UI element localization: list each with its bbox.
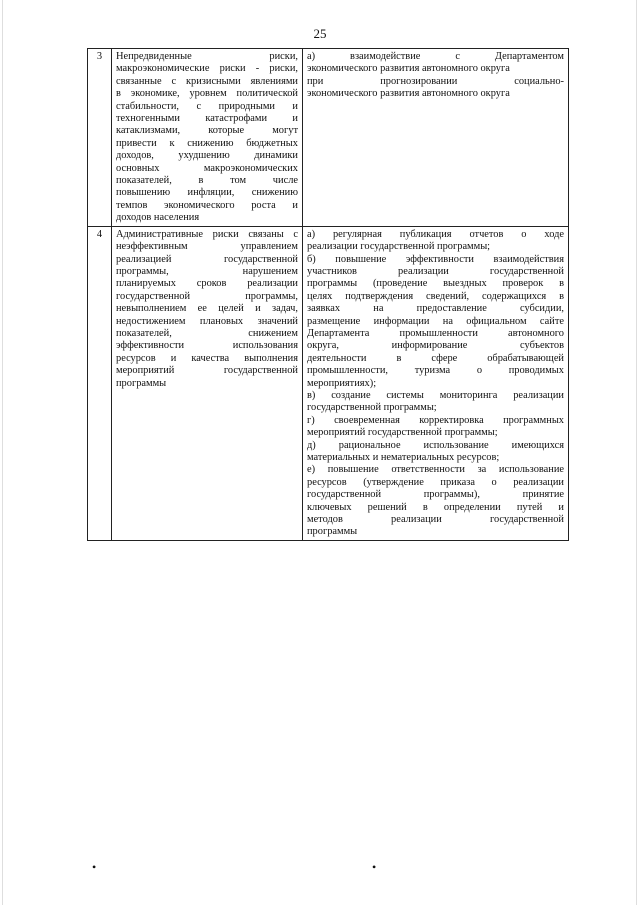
measure-line: округа, информирование субъектов [307,340,564,352]
measure-line: д) рациональное использование имеющихся [307,439,564,451]
measure-line: государственной программы), принятие [307,489,564,501]
measure-line: г) своевременная корректировка программных [307,414,564,426]
risk-line: основных макроэкономических [116,162,298,174]
risk-line: показателей, в том числе [116,175,298,187]
risk-line: Непредвиденные риски, [116,51,298,62]
risk-line: катаклизмами, которые могут [116,125,298,137]
risk-line: повышению инфляции, снижению [116,187,298,199]
measure-line: а) регулярная публикация отчетов о ходе [307,228,564,240]
measure-line: участников реализации государственной [307,265,564,277]
risk-line: показателей, снижением [116,327,298,339]
measure-line: промышленности, туризма о проводимых [307,365,564,377]
measure-line: при прогнозировании социально- [307,75,564,87]
measure-line: заявках на предоставление субсидии, [307,303,564,315]
measure-line: е) повышение ответственности за использование [307,464,564,476]
risk-measures-cell [303,49,569,227]
measure-line: ресурсов (утверждение приказа о реализации [307,476,564,488]
measure-line: мероприятий государственной программы; [307,427,498,439]
risk-line: программы [116,377,167,389]
risk-description-cell [112,226,303,540]
risk-line: неэффективным управлением [116,241,298,253]
risk-table [87,48,569,541]
risk-line: государственной программы, [116,290,298,302]
risk-line: эффективности использования [116,340,298,352]
table-row [88,226,569,540]
risk-line: в экономике, уровнем политической [116,88,298,100]
measure-line: целях подтверждения сведений, содержащихся в [307,290,564,302]
risk-line: макроэкономические риски - риски, [116,63,298,75]
risk-line: техногенными катастрофами и [116,113,298,125]
measure-line: ключевых решений в определении путей и [307,501,564,513]
row-number: 3 [88,49,112,227]
risk-line: темпов экономического роста и [116,199,298,211]
measure-line: а) взаимодействие с Департаментом [307,51,564,62]
risk-line: доходов населения [116,212,200,224]
risk-line: привести к снижению бюджетных [116,137,298,149]
risk-line: невыполнением ее целей и задач, [116,303,298,315]
measure-line: Департамента промышленности автономного [307,327,564,339]
measure-line: экономического развития автономного округа [307,63,510,75]
measure-line: программы [307,526,358,538]
risk-line: программы, нарушением [116,265,298,277]
risk-line: планируемых сроков реализации [116,278,298,290]
measure-line: материальных и нематериальных ресурсов; [307,452,500,463]
scan-edge-right [636,0,637,905]
footer-mark-center: • [372,860,377,874]
measure-line: размещение информации на официальном сайте [307,315,564,327]
risk-line: реализацией государственной [116,253,298,265]
footer-mark-left: • [92,860,97,874]
measure-line: реализации государственной программы; [307,241,491,253]
risk-table-body [88,49,569,541]
risk-measures-cell [303,226,569,540]
measure-line: экономического развития автономного округа [307,88,510,100]
risk-description-cell [112,49,303,227]
row-number: 4 [88,226,112,540]
page-number: 25 [313,26,327,41]
measure-line: методов реализации государственной [307,514,564,526]
risk-line: Административные риски связаны с [116,228,298,240]
measure-line: государственной программы; [307,402,437,414]
measure-line: деятельности в сфере обрабатывающей [307,352,564,364]
scan-edge-left [2,0,3,905]
risk-line: стабильности, с природными и [116,100,298,112]
measure-line: мероприятиях); [307,377,377,389]
risk-line: мероприятий государственной [116,365,298,377]
table-row [88,49,569,227]
risk-line: связанные с кризисными явлениями [116,75,298,87]
measure-line: б) повышение эффективности взаимодействия [307,253,564,265]
measure-line: в) создание системы мониторинга реализации [307,389,564,401]
risk-line: недостижением плановых значений [116,315,298,327]
risk-line: доходов, ухудшению динамики [116,150,298,162]
risk-line: ресурсов и качества выполнения [116,352,298,364]
measure-line: программы (проведение выездных проверок в [307,278,564,290]
